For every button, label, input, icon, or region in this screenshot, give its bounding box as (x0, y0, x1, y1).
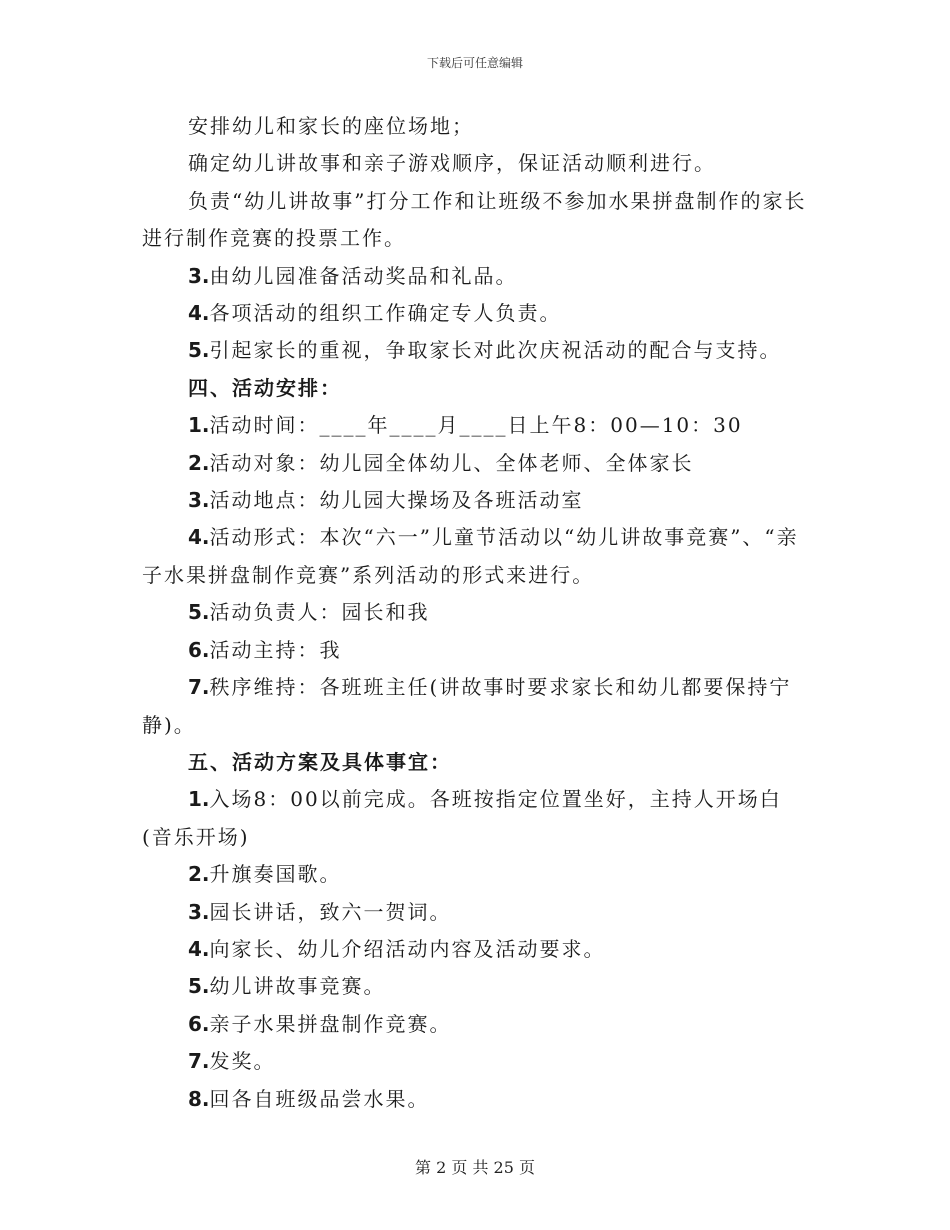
paragraph-text: 各项活动的组织工作确定专人负责。 (209, 301, 562, 326)
paragraph-text: 五、活动方案及具体事宜： (188, 749, 452, 774)
paragraph-text: 幼儿讲故事竞赛。 (209, 974, 386, 999)
list-number: 8. (188, 1086, 210, 1111)
body-paragraph (142, 1043, 808, 1080)
list-number: 4. (188, 525, 210, 550)
paragraph-text: 回各自班级品尝水果。 (209, 1086, 430, 1111)
page-footer: 第 2 页 共 25 页 (415, 1158, 535, 1177)
body-paragraph (142, 594, 808, 631)
body-paragraph (142, 632, 808, 669)
section-heading (142, 744, 808, 781)
paragraph-text: 安排幼儿和家长的座位场地； (188, 114, 474, 138)
list-number: 2. (188, 450, 210, 475)
body-paragraph (142, 445, 808, 482)
paragraph-text: 活动对象：幼儿园全体幼儿、全体老师、全体家长 (209, 450, 694, 475)
list-number: 5. (188, 974, 210, 999)
paragraph-text: 引起家长的重视，争取家长对此次庆祝活动的配合与支持。 (209, 338, 782, 363)
body-paragraph (142, 407, 808, 444)
paragraph-text: 入场8：00以前完成。各班按指定位置坐好，主持人开场白(音乐开场) (142, 787, 782, 849)
paragraph-text: 四、活动安排： (188, 375, 342, 400)
body-paragraph (142, 968, 808, 1005)
paragraph-text: 负责“幼儿讲故事”打分工作和让班级不参加水果拼盘制作的家长进行制作竞赛的投票工作。 (142, 188, 807, 251)
paragraph-text: 由幼儿园准备活动奖品和礼品。 (209, 263, 518, 288)
body-paragraph (142, 145, 808, 182)
list-number: 4. (188, 301, 210, 326)
body-paragraph (142, 332, 808, 369)
body-paragraph (142, 669, 808, 744)
paragraph-text: 活动主持：我 (209, 637, 342, 662)
body-paragraph (142, 183, 808, 258)
list-number: 3. (188, 263, 210, 288)
body-paragraph (142, 519, 808, 594)
list-number: 2. (188, 862, 210, 887)
list-number: 3. (188, 488, 210, 513)
list-number: 3. (188, 899, 210, 924)
paragraph-text: 活动时间：____年____月____日上午8：00—10：30 (209, 413, 743, 438)
page-header: 下载后可任意编辑 (426, 56, 523, 70)
body-paragraph (142, 482, 808, 519)
paragraph-text: 发奖。 (209, 1049, 276, 1074)
paragraph-text: 向家长、幼儿介绍活动内容及活动要求。 (209, 936, 606, 961)
body-paragraph (142, 295, 808, 332)
list-number: 6. (188, 1011, 210, 1036)
paragraph-text: 秩序维持：各班班主任(讲故事时要求家长和幼儿都要保持宁静)。 (142, 675, 792, 737)
paragraph-text: 活动形式：本次“六一”儿童节活动以“幼儿讲故事竞赛”、“亲子水果拼盘制作竞赛”系列活动的形式来进行。 (142, 525, 799, 587)
list-number: 5. (188, 338, 210, 363)
body-paragraph (142, 931, 808, 968)
paragraph-text: 园长讲话，致六一贺词。 (209, 899, 452, 924)
body-paragraph (142, 258, 808, 295)
body-paragraph (142, 781, 808, 856)
list-number: 7. (188, 675, 210, 700)
body-paragraph (142, 1006, 808, 1043)
paragraph-text: 活动负责人：园长和我 (209, 600, 430, 625)
list-number: 7. (188, 1049, 210, 1074)
paragraph-text: 确定幼儿讲故事和亲子游戏顺序，保证活动顺利进行。 (188, 151, 716, 176)
list-number: 1. (188, 413, 210, 438)
body-paragraph (142, 894, 808, 931)
body-paragraph (142, 108, 808, 145)
body-paragraph (142, 1081, 808, 1118)
paragraph-text: 升旗奏国歌。 (209, 862, 342, 887)
paragraph-text: 活动地点：幼儿园大操场及各班活动室 (209, 488, 584, 513)
list-number: 4. (188, 936, 210, 961)
list-number: 5. (188, 600, 210, 625)
document-body (142, 108, 808, 1118)
list-number: 1. (188, 787, 210, 812)
paragraph-text: 亲子水果拼盘制作竞赛。 (209, 1011, 452, 1036)
body-paragraph (142, 856, 808, 893)
list-number: 6. (188, 637, 210, 662)
section-heading (142, 370, 808, 407)
